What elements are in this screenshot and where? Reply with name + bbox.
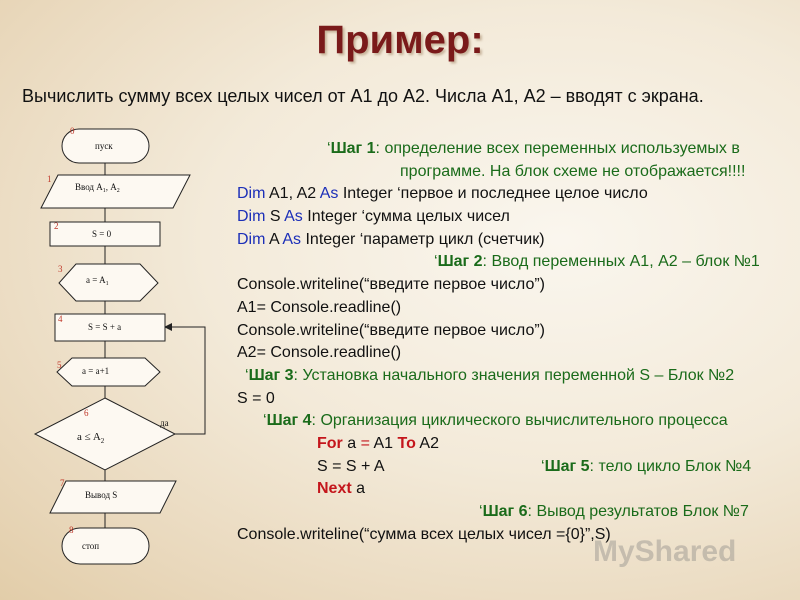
flow-block-output: [50, 478, 176, 513]
code-line-s-zero: S = 0: [237, 389, 275, 407]
flow-block-decision: [35, 398, 175, 470]
code-line-step6: ‘Шаг 6: Вывод результатов Блок №7: [479, 503, 749, 520]
flow-connectors: [105, 163, 205, 528]
code-line-for: For a = A1 To A2: [317, 434, 439, 452]
code-line-step1: ‘Шаг 1: определение всех переменных используемых в: [327, 140, 740, 157]
yes-label: да: [160, 418, 169, 428]
block-0-number: 0: [70, 126, 75, 136]
block-3-label: $a = A_1$: [86, 275, 109, 287]
block-7-label: Вывод S: [85, 490, 118, 500]
block-6-number: 6: [84, 408, 89, 418]
block-5-number: 5: [57, 360, 62, 370]
flow-block-accumulate: [55, 314, 165, 341]
block-0-label: пуск: [95, 141, 113, 151]
code-listing: [237, 138, 797, 546]
block-4-label: S = S + a: [88, 322, 122, 332]
block-6-label: $a \le A_2$: [77, 431, 105, 445]
task-statement: Вычислить сумму всех целых чисел от А1 до А2. Числа А1, А2 – вводят с экрана.: [22, 86, 704, 106]
flow-block-stop: [62, 525, 149, 564]
code-line-dim-s: Dim S As Integer ‘сумма целых чисел: [237, 208, 510, 226]
code-line-step3: ‘Шаг 3: Установка начального значения переменной S – Блок №2: [245, 366, 735, 384]
code-line-step2: ‘Шаг 2: Ввод переменных А1, А2 – блок №1: [434, 253, 760, 271]
block-5-label: a = a+1: [82, 366, 110, 376]
code-line-step1-cont: программе. На блок схеме не отображается!!!!: [400, 162, 746, 180]
code-line-step4: ‘Шаг 4: Организация циклического вычислительного процесса: [263, 412, 728, 430]
code-line-writeline-2: Console.writeline(“введите первое число”): [237, 321, 545, 339]
code-line-next: Next a: [317, 480, 366, 498]
code-line-readline-a1: A1= Console.readline(): [237, 298, 402, 316]
block-7-number: 7: [60, 478, 65, 488]
block-2-label: S = 0: [92, 229, 112, 239]
block-3-number: 3: [58, 264, 63, 274]
slide-title: Пример:: [316, 18, 484, 62]
flow-block-input: [41, 174, 190, 208]
code-line-writeline-result: Console.writeline(“сумма всех целых чисел ={0}”,S): [237, 525, 611, 543]
code-line-loop-body: S = S + A ‘Шаг 5: тело цикло Блок №4: [317, 457, 752, 475]
block-8-number: 8: [69, 525, 74, 535]
block-1-label: Ввод $А_1$, $А_2$: [75, 182, 120, 194]
flow-block-start: [62, 126, 149, 163]
watermark-text: MyShared: [593, 535, 737, 568]
code-line-dim-a1-a2: Dim A1, A2 As Integer ‘первое и последнее целое число: [237, 185, 648, 203]
flow-block-increment: [57, 358, 160, 386]
block-1-number: 1: [47, 174, 52, 184]
code-line-dim-a: Dim A As Integer ‘параметр цикл (счетчик): [237, 230, 545, 248]
block-4-number: 4: [58, 314, 63, 324]
code-line-readline-a2: A2= Console.readline(): [237, 344, 402, 362]
flow-block-init-sum: [50, 221, 160, 246]
flow-block-loop-start: [58, 264, 158, 301]
block-2-number: 2: [54, 221, 59, 231]
code-line-writeline-1: Console.writeline(“введите первое число”): [237, 276, 545, 294]
block-8-label: стоп: [82, 541, 100, 551]
